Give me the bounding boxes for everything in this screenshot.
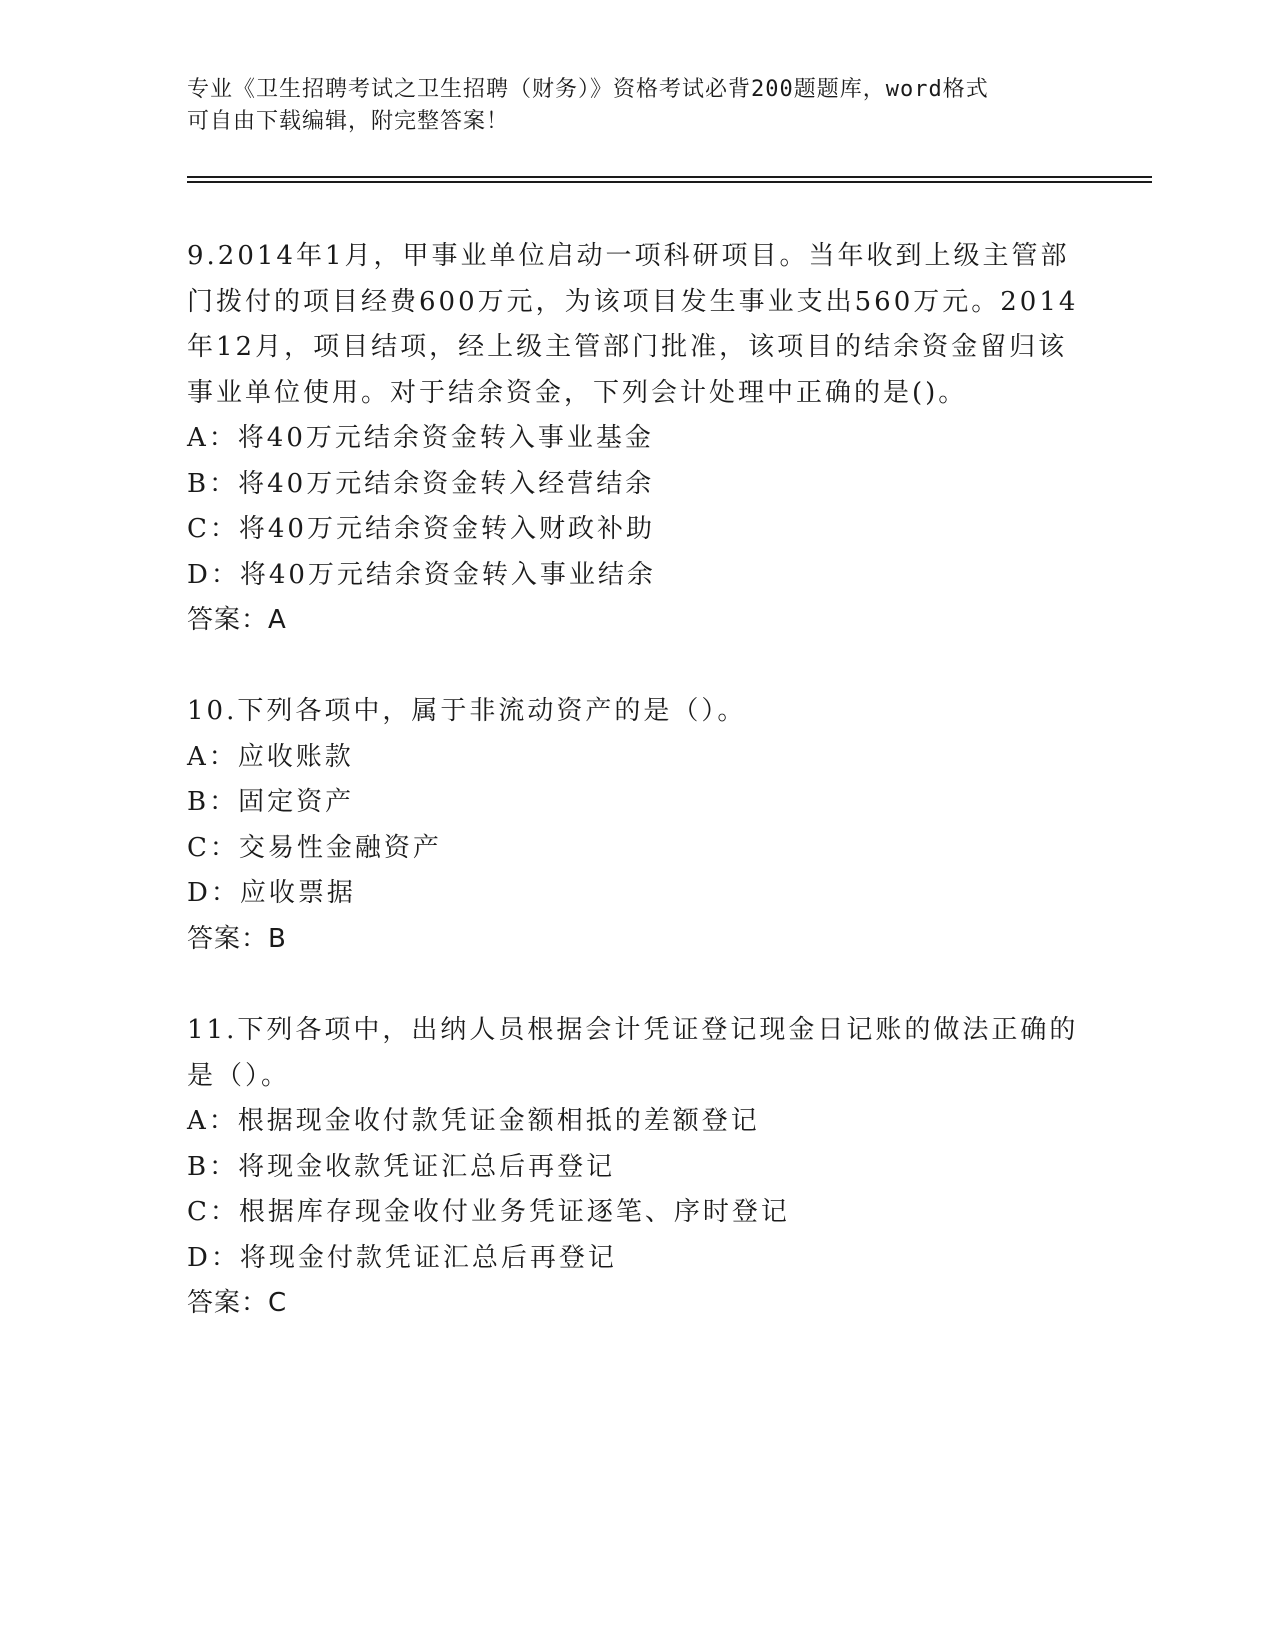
- question-block: [187, 1008, 1087, 1327]
- header-line: 专业《卫生招聘考试之卫生招聘（财务）》资格考试必背200题题库，word格式: [187, 77, 989, 102]
- question-text: 10.下列各项中，属于非流动资产的是（）。: [187, 696, 747, 726]
- question-text: 门拨付的项目经费600万元，为该项目发生事业支出560万元。2014: [187, 286, 1079, 317]
- answer-line: 答案：B: [187, 923, 287, 954]
- question-text: 是（）。: [187, 1060, 291, 1091]
- option-d: D：将40万元结余资金转入事业结余: [187, 559, 656, 590]
- option-b: B：将40万元结余资金转入经营结余: [187, 468, 655, 499]
- option-c: C：根据库存现金收付业务凭证逐笔、序时登记: [187, 1197, 790, 1227]
- question-text: 11.下列各项中，出纳人员根据会计凭证登记现金日记账的做法正确的: [187, 1015, 1079, 1045]
- option-a: A：应收账款: [187, 741, 354, 772]
- option-b: B：固定资产: [187, 787, 355, 817]
- answer-line: 答案：A: [187, 605, 287, 635]
- header-divider: [187, 176, 1152, 178]
- option-c: C：将40万元结余资金转入财政补助: [187, 514, 655, 544]
- option-c: C：交易性金融资产: [187, 832, 442, 863]
- question-block: [187, 234, 1087, 644]
- document-header: [187, 74, 1087, 138]
- option-b: B：将现金收款凭证汇总后再登记: [187, 1151, 616, 1182]
- question-text: 9.2014年1月，甲事业单位启动一项科研项目。当年收到上级主管部: [187, 241, 1070, 271]
- header-line: 可自由下载编辑，附完整答案！: [187, 109, 510, 134]
- option-d: D：应收票据: [187, 878, 356, 908]
- option-a: A：根据现金收付款凭证金额相抵的差额登记: [187, 1106, 760, 1136]
- answer-line: 答案：C: [187, 1288, 288, 1318]
- question-text: 事业单位使用。对于结余资金，下列会计处理中正确的是()。: [187, 377, 968, 408]
- question-block: [187, 689, 1087, 962]
- question-text: 年12月，项目结项，经上级主管部门批准，该项目的结余资金留归该: [187, 332, 1068, 362]
- option-a: A：将40万元结余资金转入事业基金: [187, 423, 654, 453]
- option-d: D：将现金付款凭证汇总后再登记: [187, 1242, 617, 1273]
- header-divider: [187, 181, 1152, 183]
